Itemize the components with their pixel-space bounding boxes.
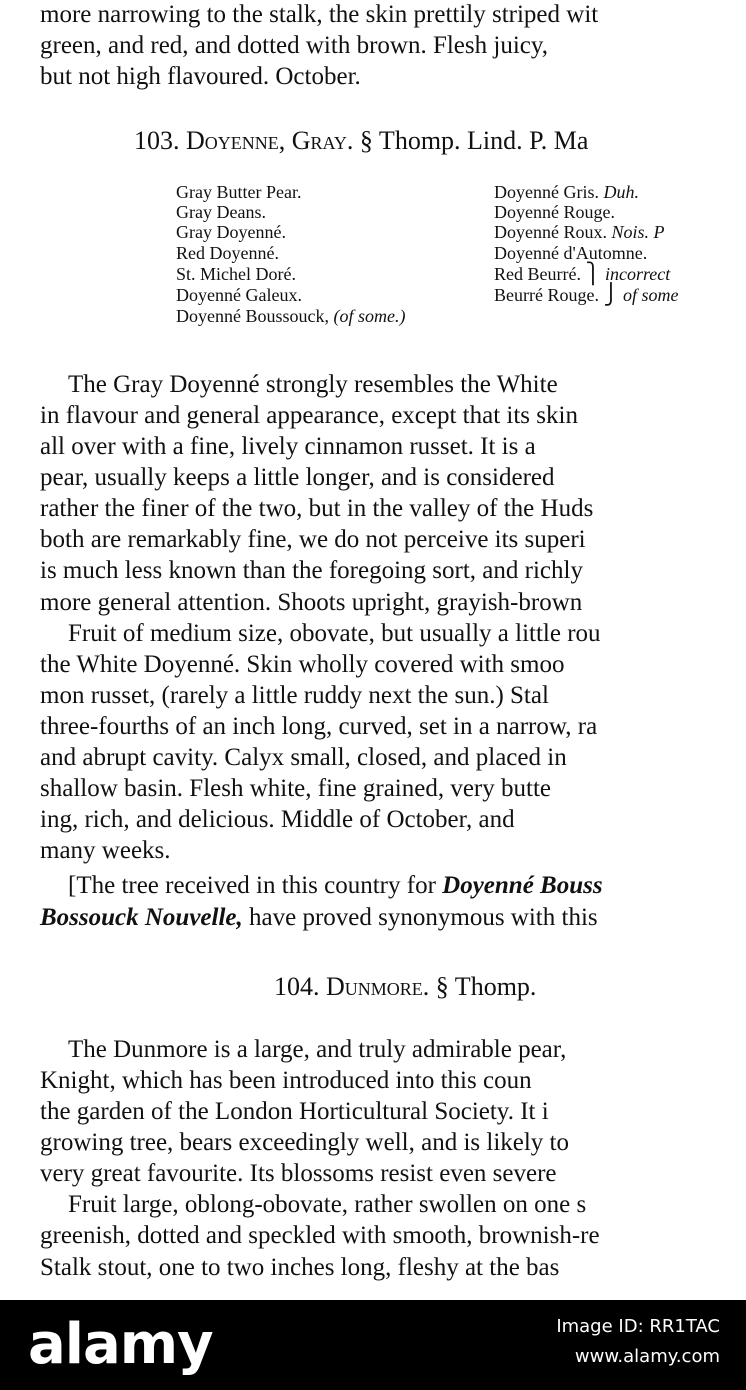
text-line: many weeks.: [40, 837, 171, 864]
synonym-name: Doyenné Rouge.: [494, 202, 615, 222]
synonym: Red Doyenné.: [176, 243, 279, 263]
text-line: The Gray Doyenné strongly resembles the White: [68, 371, 558, 398]
text-line: all over with a fine, lively cinnamon russet. It is a: [40, 433, 536, 460]
section-number: 104.: [274, 972, 320, 1001]
synonym: Gray Doyenné.: [176, 222, 286, 242]
variety-subname: Gray.: [291, 126, 354, 155]
text-line: and abrupt cavity. Calyx small, closed, and placed in: [40, 744, 567, 771]
text-line: pear, usually keeps a little longer, and is considered: [40, 464, 555, 491]
note-italic: Doyenné Bouss: [442, 872, 603, 899]
text-line: the garden of the London Horticultural Society. It i: [40, 1098, 549, 1125]
synonym: [494, 264, 670, 284]
text-line: Stalk stout, one to two inches long, fleshy at the bas: [40, 1254, 560, 1281]
synonym-name: Beurré Rouge.: [494, 285, 599, 305]
text-line: more narrowing to the stalk, the skin prettily striped wit: [40, 1, 599, 28]
text-line: the White Doyenné. Skin wholly covered with smoo: [40, 651, 565, 678]
text-line: Knight, which has been introduced into this coun: [40, 1067, 532, 1094]
authorities: § Thomp. Lind. P. Ma: [359, 126, 589, 155]
text-line: growing tree, bears exceedingly well, and is likely to: [40, 1129, 570, 1156]
synonym: St. Michel Doré.: [176, 264, 296, 284]
synonym: Doyenné Galeux.: [176, 285, 302, 305]
synonym: Gray Deans.: [176, 202, 266, 222]
synonym-authority: Nois. P: [611, 222, 665, 242]
text-line: green, and red, and dotted with brown. Flesh juicy,: [40, 32, 548, 59]
brace-top-icon: ⎫: [585, 263, 601, 285]
synonym-name: Doyenné Boussouck,: [176, 306, 329, 326]
text-line: very great favourite. Its blossoms resist even severe: [40, 1160, 557, 1187]
text-line: but not high flavoured. October.: [40, 63, 361, 90]
section-heading-103: [134, 126, 588, 156]
note-text: have proved synonymous with this: [242, 904, 598, 931]
synonym-name: Doyenné Roux.: [494, 222, 607, 242]
synonym: [176, 306, 405, 326]
synonym-authority: Duh.: [603, 182, 639, 202]
image-id: Image ID: RR1TAC: [556, 1316, 720, 1337]
text-line: ing, rich, and delicious. Middle of October, and: [40, 806, 515, 833]
section-number: 103.: [134, 126, 180, 155]
note-line: [68, 871, 603, 901]
text-line: both are remarkably fine, we do not perceive its superi: [40, 526, 586, 553]
text-line: more general attention. Shoots upright, grayish-brown: [40, 589, 583, 616]
note-italic: Bossouck Nouvelle,: [40, 904, 243, 931]
note-line: [40, 903, 598, 933]
text-line: shallow basin. Flesh white, fine grained, very butte: [40, 775, 551, 802]
text-line: Fruit of medium size, obovate, but usually a little rou: [68, 620, 601, 647]
synonym: [494, 285, 678, 305]
synonym: Gray Butter Pear.: [176, 182, 302, 202]
note-text: [The tree received in this country for: [68, 872, 443, 899]
variety-name: Doyenne,: [186, 126, 286, 155]
synonym: [494, 222, 665, 242]
synonym-note: (of some.): [333, 306, 406, 326]
synonym-name: Doyenné Gris.: [494, 182, 599, 202]
watermark-url: www.alamy.com: [574, 1346, 720, 1367]
authorities: § Thomp.: [435, 972, 537, 1001]
text-line: is much less known than the foregoing sort, and richly: [40, 557, 583, 584]
synonym-authority: of some: [622, 285, 679, 305]
alamy-logo: alamy: [28, 1312, 213, 1377]
text-line: three-fourths of an inch long, curved, set in a narrow, ra: [40, 713, 598, 740]
synonym-name: Red Beurré.: [494, 264, 581, 284]
synonym: [494, 182, 639, 202]
variety-name: Dunmore.: [326, 972, 430, 1001]
text-line: in flavour and general appearance, except that its skin: [40, 402, 578, 429]
synonym-name: Doyenné d'Automne.: [494, 243, 648, 263]
synonym: [494, 243, 647, 263]
section-heading-104: [274, 972, 536, 1002]
text-line: rather the finer of the two, but in the valley of the Huds: [40, 495, 594, 522]
text-line: greenish, dotted and speckled with smooth, brownish-re: [40, 1222, 600, 1249]
text-line: mon russet, (rarely a little ruddy next the sun.) Stal: [40, 682, 549, 709]
synonym: [494, 202, 615, 222]
text-line: The Dunmore is a large, and truly admirable pear,: [68, 1036, 567, 1063]
text-line: Fruit large, oblong-obovate, rather swollen on one s: [68, 1191, 587, 1218]
synonym-authority: incorrect: [604, 264, 671, 284]
brace-bottom-icon: ⎭: [603, 284, 619, 306]
watermark-bar: [0, 1300, 746, 1390]
